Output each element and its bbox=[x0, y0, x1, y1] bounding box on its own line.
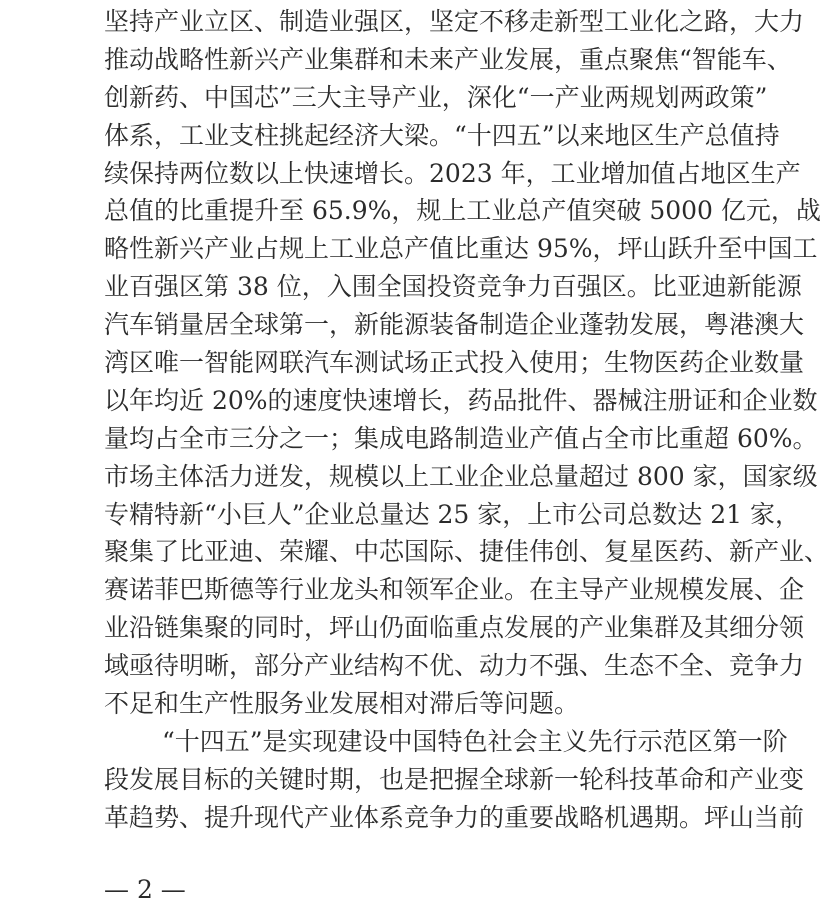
text-line: 体系，工业支柱挑起经济大梁。“十四五”以来地区生产总值持 bbox=[104, 120, 780, 150]
text-line: 业百强区第 38 位，入围全国投资竞争力百强区。比亚迪新能源 bbox=[104, 272, 802, 302]
text-line: 坚持产业立区、制造业强区，坚定不移走新型工业化之路，大力 bbox=[104, 7, 805, 36]
text-line: 创新药、中国芯”三大主导产业，深化“一产业两规划两政策” bbox=[104, 82, 768, 112]
text-line: 聚集了比亚迪、荣耀、中芯国际、捷佳伟创、复星医药、新产业、 bbox=[104, 537, 829, 567]
text-line: 总值的比重提升至 65.9%，规上工业总产值突破 5000 亿元，战 bbox=[104, 196, 821, 226]
text-line: 业沿链集聚的同时，坪山仍面临重点发展的产业集群及其细分领 bbox=[104, 613, 805, 643]
document-body bbox=[104, 3, 829, 837]
text-line: 略性新兴产业占规上工业总产值比重达 95%，坪山跃升至中国工 bbox=[104, 234, 818, 264]
text-line: “十四五”是实现建设中国特色社会主义先行示范区第一阶 bbox=[162, 726, 788, 756]
text-line: 革趋势、提升现代产业体系竞争力的重要战略机遇期。坪山当前 bbox=[104, 802, 805, 832]
text-line: 续保持两位数以上快速增长。2023 年，工业增加值占地区生产 bbox=[104, 158, 801, 188]
text-line: 量均占全市三分之一；集成电路制造业产值占全市比重超 60%。 bbox=[104, 423, 818, 453]
text-line: 域亟待明晰，部分产业结构不优、动力不强、生态不全、竞争力 bbox=[104, 651, 805, 681]
text-line: 湾区唯一智能网联汽车测试场正式投入使用；生物医药企业数量 bbox=[104, 348, 805, 378]
text-line: 市场主体活力迸发，规模以上工业企业总量超过 800 家，国家级 bbox=[104, 461, 818, 491]
text-line: 段发展目标的关键时期，也是把握全球新一轮科技革命和产业变 bbox=[104, 764, 805, 794]
page-number: — 2 — bbox=[104, 875, 186, 904]
text-line: 赛诺菲巴斯德等行业龙头和领军企业。在主导产业规模发展、企 bbox=[104, 575, 805, 605]
text-line: 不足和生产性服务业发展相对滞后等问题。 bbox=[104, 689, 580, 719]
text-line: 推动战略性新兴产业集群和未来产业发展，重点聚焦“智能车、 bbox=[104, 44, 792, 74]
text-line: 专精特新“小巨人”企业总量达 25 家，上市公司总数达 21 家， bbox=[104, 499, 800, 529]
text-line: 汽车销量居全球第一，新能源装备制造企业蓬勃发展，粤港澳大 bbox=[104, 310, 805, 340]
text-line: 以年均近 20%的速度快速增长，药品批件、器械注册证和企业数 bbox=[104, 385, 818, 415]
